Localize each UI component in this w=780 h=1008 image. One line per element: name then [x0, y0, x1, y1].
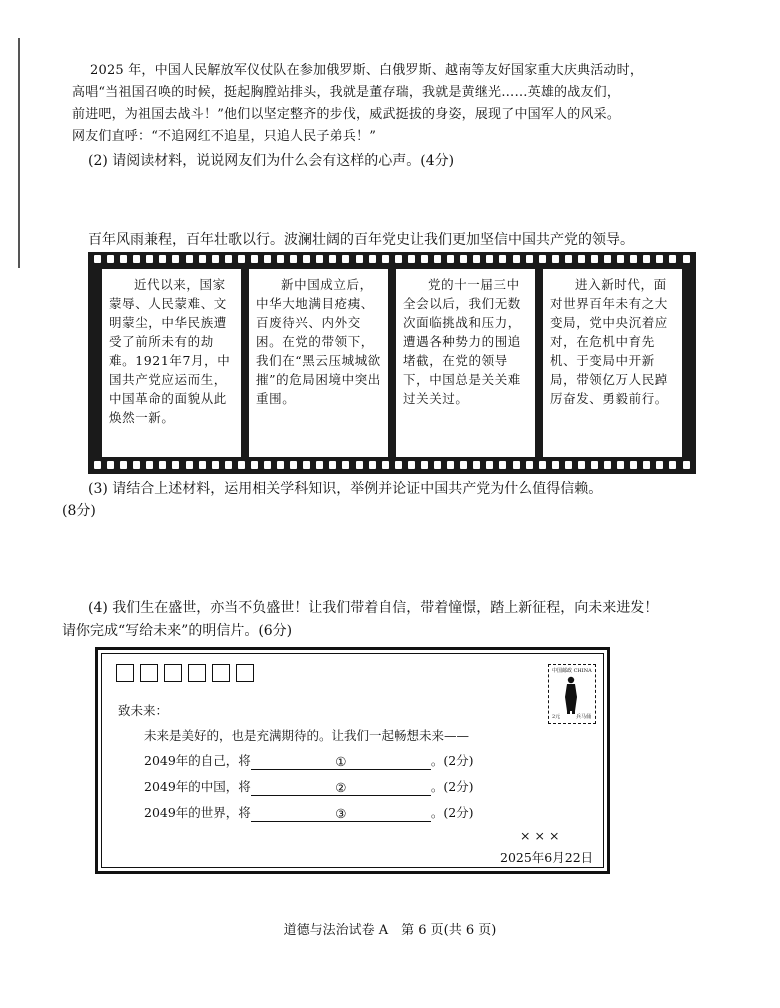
- postcard-intro: 未来是美好的，也是充满期待的。让我们一起畅想未来——: [144, 728, 470, 743]
- film-perforation: [186, 255, 193, 263]
- film-frame-2: 新中国成立后，中华大地满目疮痍、百废待兴、内外交困。在党的带领下，我们在“黑云压城城欲摧”的危局困境中突出重围。: [249, 269, 388, 457]
- postcard-date: 2025年6月22日: [500, 850, 594, 865]
- stamp: [548, 664, 596, 724]
- film-perforation: [473, 461, 480, 469]
- film-perforation: [264, 255, 271, 263]
- film-perforation: [329, 461, 336, 469]
- postcard-greeting: 致未来：: [118, 703, 169, 718]
- film-perforation: [539, 461, 546, 469]
- film-perforation: [277, 255, 284, 263]
- postcode-box[interactable]: [116, 664, 134, 682]
- film-perforation: [382, 255, 389, 263]
- film-perforations-top: [94, 255, 690, 265]
- film-perforation: [225, 461, 232, 469]
- film-perforation: [238, 255, 245, 263]
- film-perforation: [290, 255, 297, 263]
- intro-line: 2025 年，中国人民解放军仪仗队在参加俄罗斯、白俄罗斯、越南等友好国家重大庆典活动时，: [90, 63, 644, 78]
- film-perforation: [513, 461, 520, 469]
- film-perforation: [251, 461, 258, 469]
- item-prefix: 2049年的中国，将: [144, 779, 251, 794]
- film-perforation: [434, 255, 441, 263]
- postcode-box[interactable]: [164, 664, 182, 682]
- item-points: 。(2分): [430, 805, 474, 820]
- item-points: 。(2分): [430, 753, 474, 768]
- film-perforation: [565, 461, 572, 469]
- film-perforations-bottom: [94, 461, 690, 471]
- postcard-item-1: [144, 752, 474, 770]
- film-perforation: [604, 255, 611, 263]
- film-intro: 百年风雨兼程，百年壮歌以行。波澜壮阔的百年党史让我们更加坚信中国共产党的领导。: [88, 232, 634, 248]
- film-perforation: [669, 255, 676, 263]
- film-perforation: [329, 255, 336, 263]
- film-perforation: [342, 255, 349, 263]
- postcard-item-2: [144, 778, 474, 796]
- film-perforation: [199, 461, 206, 469]
- film-perforation: [120, 461, 127, 469]
- film-perforation: [369, 461, 376, 469]
- film-perforation: [643, 255, 650, 263]
- film-perforation: [199, 255, 206, 263]
- film-perforation: [526, 255, 533, 263]
- postcode-box[interactable]: [140, 664, 158, 682]
- film-perforation: [172, 255, 179, 263]
- film-frame-3: 党的十一届三中全会以后，我们无数次面临挑战和压力，遭遇各种势力的围追堵截，在党的领导下，中国总是关关难过关关过。: [396, 269, 535, 457]
- film-perforation: [316, 255, 323, 263]
- film-perforation: [617, 461, 624, 469]
- intro-line: 前进吧，为祖国去战斗！”他们以坚定整齐的步伐，威武挺拔的身姿，展现了中国军人的风采。: [72, 107, 621, 122]
- item-points: 。(2分): [430, 779, 474, 794]
- film-perforation: [146, 461, 153, 469]
- intro-paragraph: [72, 60, 690, 148]
- film-perforation: [303, 461, 310, 469]
- film-frame-4: 进入新时代，面对世界百年未有之大变局，党中央沉着应对，在危机中育先机、于变局中开新局，带领亿万人民踔厉奋发、勇毅前行。: [543, 269, 682, 457]
- stamp-name: 兵马俑: [575, 714, 591, 720]
- question-3-line2: (8分): [62, 503, 96, 519]
- film-perforation: [656, 255, 663, 263]
- film-perforation: [356, 461, 363, 469]
- film-perforation: [486, 461, 493, 469]
- film-perforation: [421, 255, 428, 263]
- postcode-box[interactable]: [188, 664, 206, 682]
- film-perforation: [395, 461, 402, 469]
- item-prefix: 2049年的自己，将: [144, 753, 251, 768]
- answer-blank-2[interactable]: ②: [251, 779, 431, 796]
- film-perforation: [669, 461, 676, 469]
- film-perforation: [656, 461, 663, 469]
- film-perforation: [94, 255, 101, 263]
- film-perforation: [499, 255, 506, 263]
- film-perforation: [565, 255, 572, 263]
- film-perforation: [408, 255, 415, 263]
- item-prefix: 2049年的世界，将: [144, 805, 251, 820]
- film-perforation: [421, 461, 428, 469]
- film-perforation: [539, 255, 546, 263]
- film-perforation: [212, 255, 219, 263]
- film-perforation: [186, 461, 193, 469]
- film-perforation: [460, 255, 467, 263]
- stamp-value: 2元: [552, 714, 561, 720]
- film-frame-1: 近代以来，国家蒙辱、人民蒙难、文明蒙尘，中华民族遭受了前所未有的劫难。1921年7月，中国共产党应运而生，中国革命的面貌从此焕然一新。: [102, 269, 241, 457]
- film-perforation: [578, 461, 585, 469]
- film-perforation: [356, 255, 363, 263]
- film-perforation: [369, 255, 376, 263]
- stamp-country: 中国邮政 CHINA: [552, 668, 592, 674]
- film-perforation: [630, 461, 637, 469]
- film-perforation: [172, 461, 179, 469]
- page-footer: 道德与法治试卷 A 第 6 页(共 6 页): [283, 923, 497, 938]
- postcard-item-3: [144, 804, 474, 822]
- film-perforation: [133, 255, 140, 263]
- film-perforation: [578, 255, 585, 263]
- film-strip: [88, 252, 696, 474]
- film-perforation: [303, 255, 310, 263]
- film-perforation: [617, 255, 624, 263]
- question-3-line1: (3) 请结合上述材料，运用相关学科知识，举例并论证中国共产党为什么值得信赖。: [88, 481, 603, 497]
- film-frames: [102, 269, 682, 457]
- film-perforation: [526, 461, 533, 469]
- intro-line: 高唱“当祖国召唤的时候，挺起胸膛站排头，我就是董存瑞，我就是黄继光……英雄的战友们，: [72, 85, 621, 100]
- film-perforation: [316, 461, 323, 469]
- postcard-inner-border: [101, 653, 604, 868]
- film-perforation: [94, 461, 101, 469]
- film-perforation: [408, 461, 415, 469]
- film-perforation: [277, 461, 284, 469]
- postcard: [95, 647, 610, 874]
- terracotta-warrior-icon: [549, 665, 593, 721]
- film-perforation: [683, 255, 690, 263]
- intro-line: 网友们直呼：“不追网红不追星，只追人民子弟兵！”: [72, 129, 377, 144]
- scan-edge-line: [18, 38, 20, 268]
- film-perforation: [604, 461, 611, 469]
- film-perforation: [159, 255, 166, 263]
- film-perforation: [159, 461, 166, 469]
- film-perforation: [395, 255, 402, 263]
- film-perforation: [460, 461, 467, 469]
- film-perforation: [264, 461, 271, 469]
- film-perforation: [552, 461, 559, 469]
- film-perforation: [290, 461, 297, 469]
- film-perforation: [683, 461, 690, 469]
- film-perforation: [146, 255, 153, 263]
- film-perforation: [434, 461, 441, 469]
- film-perforation: [251, 255, 258, 263]
- question-2: (2) 请阅读材料，说说网友们为什么会有这样的心声。(4分): [88, 153, 455, 169]
- film-perforation: [630, 255, 637, 263]
- film-perforation: [513, 255, 520, 263]
- film-perforation: [499, 461, 506, 469]
- film-perforation: [643, 461, 650, 469]
- film-perforation: [225, 255, 232, 263]
- film-perforation: [473, 255, 480, 263]
- film-perforation: [552, 255, 559, 263]
- postcode-boxes: [116, 664, 254, 682]
- film-perforation: [382, 461, 389, 469]
- film-perforation: [342, 461, 349, 469]
- postcode-box[interactable]: [236, 664, 254, 682]
- answer-blank-3[interactable]: ③: [251, 805, 431, 822]
- postcard-signature: ×××: [520, 828, 564, 843]
- film-perforation: [447, 461, 454, 469]
- question-4-line1: (4) 我们生在盛世，亦当不负盛世！让我们带着自信，带着憧憬，踏上新征程，向未来进发！: [88, 600, 659, 616]
- film-perforation: [591, 461, 598, 469]
- film-perforation: [591, 255, 598, 263]
- postcode-box[interactable]: [212, 664, 230, 682]
- film-perforation: [238, 461, 245, 469]
- film-perforation: [447, 255, 454, 263]
- film-perforation: [107, 461, 114, 469]
- question-4-line2: 请你完成“写给未来”的明信片。(6分): [62, 623, 293, 639]
- film-perforation: [212, 461, 219, 469]
- film-perforation: [107, 255, 114, 263]
- answer-blank-1[interactable]: ①: [251, 753, 431, 770]
- film-perforation: [133, 461, 140, 469]
- film-perforation: [120, 255, 127, 263]
- film-perforation: [486, 255, 493, 263]
